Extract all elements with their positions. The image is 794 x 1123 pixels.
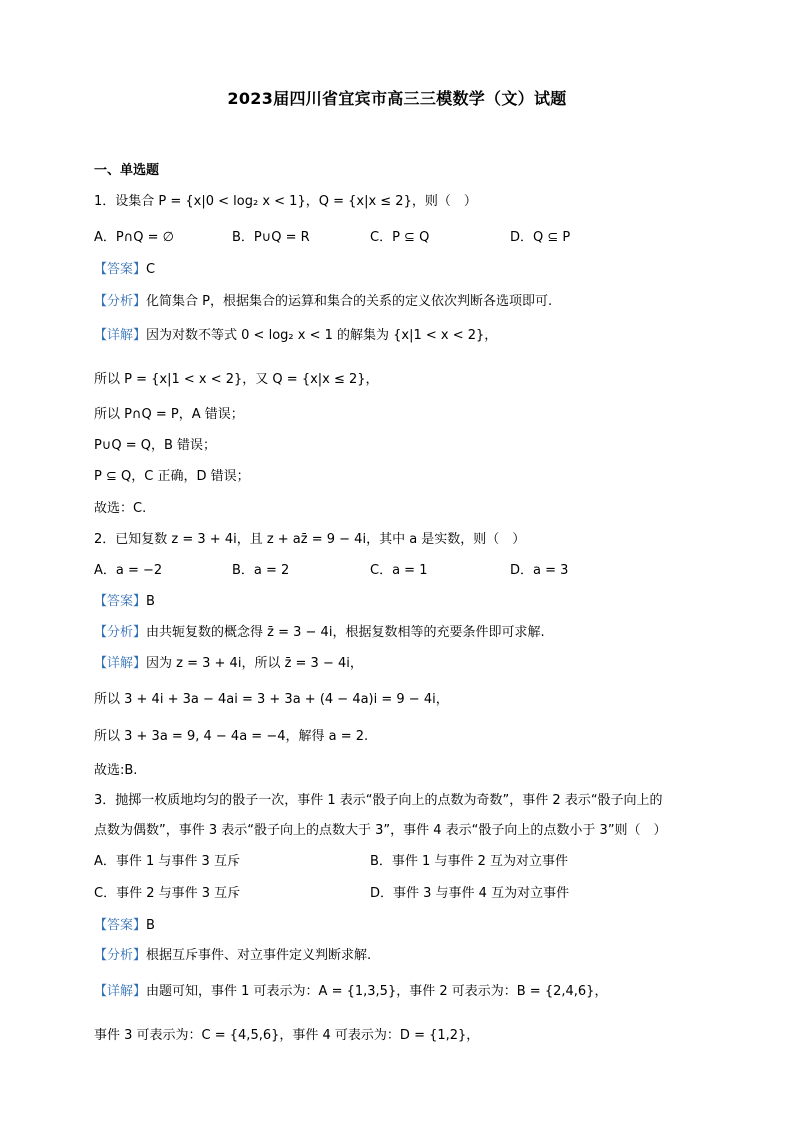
detail-tag: 【详解】 [94,656,147,671]
answer-value: C [146,262,156,277]
q2-option-d: D．a = 3 [510,563,569,578]
analysis-tag: 【分析】 [94,294,147,309]
q2-detail-line: 所以 3 + 3a = 9, 4 − 4a = −4，解得 a = 2. [94,729,369,744]
q1-answer [94,261,155,279]
page-title: 2023届四川省宜宾市高三三模数学（文）试题 [227,89,567,108]
q2-detail-line: 故选:B. [94,763,138,778]
analysis-text: 根据互斥事件、对立事件定义判断求解. [146,948,372,963]
q2-option-a: A．a = −2 [94,563,163,578]
question-3-stem-line-1: 3．抛掷一枚质地均匀的骰子一次，事件 1 表示“骰子向上的点数为奇数”，事件 2 表示“骰子向上的 [94,793,663,808]
analysis-tag: 【分析】 [94,948,147,963]
detail-tag: 【详解】 [94,328,147,343]
q3-detail-line: 事件 3 可表示为：C = {4,5,6}，事件 4 可表示为：D = {1,2}， [94,1028,480,1043]
q2-option-c: C．a = 1 [370,563,428,578]
q3-analysis [94,947,371,965]
q2-option-b: B．a = 2 [232,563,290,578]
answer-tag: 【答案】 [94,918,147,933]
q2-answer [94,593,155,611]
answer-tag: 【答案】 [94,262,147,277]
answer-tag: 【答案】 [94,594,147,609]
q1-option-a: A．P∩Q = ∅ [94,230,174,245]
q1-option-c: C．P ⊆ Q [370,230,430,245]
q3-answer [94,917,155,935]
question-1-stem: 1．设集合 P = {x|0 < log₂ x < 1}，Q = {x|x ≤ 2}，则（ ） [94,194,477,209]
question-2-stem: 2．已知复数 z = 3 + 4i，且 z + az̄ = 9 − 4i，其中 a 是实数，则（ ） [94,532,526,547]
q1-option-b: B．P∪Q = R [232,230,310,245]
q1-analysis [94,293,552,311]
analysis-tag: 【分析】 [94,625,147,640]
q3-option-c: C．事件 2 与事件 3 互斥 [94,886,241,901]
q2-detail-line: 所以 3 + 4i + 3a − 4ai = 3 + 3a + (4 − 4a)i = 9 − 4i， [94,692,449,707]
q2-detail [94,655,363,673]
q3-option-d: D．事件 3 与事件 4 互为对立事件 [370,886,570,901]
q1-detail [94,327,497,345]
q1-detail-line: 故选：C. [94,501,147,516]
detail-tag: 【详解】 [94,984,147,999]
answer-value: B [146,918,155,933]
q1-detail-line: 所以 P∩Q = P，A 错误； [94,407,244,422]
analysis-text: 化简集合 P，根据集合的运算和集合的关系的定义依次判断各选项即可. [146,294,553,309]
section-heading: 一、单选题 [94,163,160,178]
q2-analysis [94,624,545,642]
detail-line: 因为 z = 3 + 4i，所以 z̄ = 3 − 4i， [146,656,363,671]
q3-option-b: B．事件 1 与事件 2 互为对立事件 [370,854,568,869]
question-3-stem-line-2: 点数为偶数”，事件 3 表示“骰子向上的点数大于 3”，事件 4 表示“骰子向上的点数小于 3”则（ ） [94,823,667,838]
q3-option-a: A．事件 1 与事件 3 互斥 [94,854,240,869]
q1-option-d: D．Q ⊆ P [510,230,571,245]
detail-line: 由题可知，事件 1 可表示为：A = {1,3,5}，事件 2 可表示为：B = {2,4,6}， [146,984,608,999]
answer-value: B [146,594,155,609]
q3-detail [94,983,607,1001]
q1-detail-line: 所以 P = {x|1 < x < 2}，又 Q = {x|x ≤ 2}， [94,372,379,387]
analysis-text: 由共轭复数的概念得 z̄ = 3 − 4i，根据复数相等的充要条件即可求解. [146,625,545,640]
detail-line: 因为对数不等式 0 < log₂ x < 1 的解集为 {x|1 < x < 2}， [146,328,498,343]
q1-detail-line: P ⊆ Q，C 正确，D 错误； [94,469,250,484]
q1-detail-line: P∪Q = Q，B 错误； [94,438,217,453]
